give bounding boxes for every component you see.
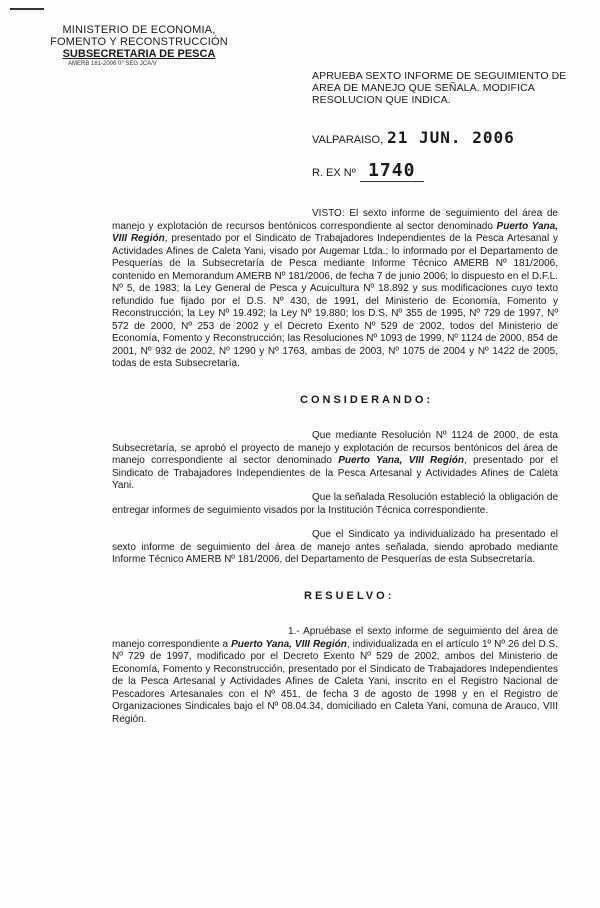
resuelvo-heading: RESUELVO:	[304, 590, 395, 602]
resolution-label: R. EX Nº	[312, 167, 356, 179]
subject-summary: APRUEBA SEXTO INFORME DE SEGUIMIENTO DE AREA DE MANEJO QUE SEÑALA. MODIFICA RESOLUCION QUE INDICA.	[312, 70, 567, 106]
resuelvo-1-lead: 1.- Apruébase el sexto informe de seguimiento del	[288, 626, 519, 637]
resolution-number-value: 1740	[360, 160, 424, 182]
resolution-number	[312, 160, 572, 182]
considerando-1-sector: Puerto Yana, VIII Región	[338, 455, 464, 466]
place-date	[312, 128, 572, 147]
resuelvo-1-text-a: área de manejo correspondiente a	[112, 626, 559, 650]
considerando-heading: CONSIDERANDO:	[300, 394, 434, 406]
resuelvo-1-sector: Puerto Yana, VIII Región	[231, 638, 347, 650]
considerando-paragraph-1	[112, 430, 558, 493]
ministry-line-2: FOMENTO Y RECONSTRUCCIÓN	[50, 36, 228, 48]
corner-mark	[10, 8, 44, 10]
considerando-1-lead: Que mediante Resolución Nº 1124 de 2000, de esta	[312, 430, 558, 441]
visto-text-a: de manejo y explotación de recursos bentónicos correspondiente al sector denominado	[112, 208, 558, 232]
visto-paragraph	[112, 208, 558, 371]
date-stamp: 21 JUN. 2006	[387, 128, 515, 147]
considerando-1-text-a: Subsecretaría, se aprobó el proyecto de manejo y explotación de recursos bentónicos del área de manejo correspondiente al sector denominado	[112, 442, 558, 466]
considerando-paragraph-2	[112, 492, 558, 517]
letterhead	[44, 24, 234, 68]
reference-code: AMERB 181-2006 0° SEG JCA/V	[68, 61, 157, 67]
ministry-line-1: MINISTERIO DE ECONOMIA,	[62, 24, 216, 36]
considerando-paragraph-3	[112, 529, 558, 567]
considerando-3-rest: sexto informe de seguimiento del área de manejo antes señalada, siendo aprobado mediante Informe Técnico AMERB Nº 181/2006, del Departamento de Pesquerías de esta Subsecretaría.	[112, 541, 558, 565]
visto-sector: Puerto Yana, VIII Región	[112, 220, 558, 244]
considerando-2-lead: Que la señalada Resolución estableció la obligación	[312, 492, 544, 503]
considerando-3-lead: Que el Sindicato ya individualizado ha presentado el	[312, 529, 558, 540]
considerando-1-text-b: , presentado por el Sindicato de Trabajadores Independientes de la Pesca Artesanal y Actividades Afines de Caleta Yani.	[112, 455, 559, 491]
resuelvo-paragraph-1	[112, 626, 558, 726]
subsecretaria-title: SUBSECRETARIA DE PESCA	[62, 48, 216, 60]
considerando-2-rest: de entregar informes de seguimiento visados por la Institución Técnica correspondiente.	[112, 492, 559, 516]
place-label: VALPARAISO,	[312, 134, 384, 146]
resuelvo-1-text-b: , individualizada en el artículo 1º Nº 26 del D.S. Nº 729 de 1997, modificado por el Decreto Exento Nº 529 de 2002, ambos del Ministerio de Economía, Fomento y Reconstrucción, presentado por el Sindicato de Trabajadores Independientes de la Pesca Artesanal y Actividades Afines de Caleta Yani, inscrito en el Registro Nacional de Pescadores Artesanales con el Nº 451, de fecha 3 de agosto de 1998 y en el Registro de Organizaciones Sindicales bajo el Nº 08.04.34, domiciliado en Caleta Yani, comuna de Arauco, VIII Región.	[112, 638, 558, 725]
visto-lead: VISTO: El sexto informe de seguimiento del área	[312, 208, 543, 219]
visto-text-b: , presentado por el Sindicato de Trabajadores Independientes de la Pesca Artesanal y Actividades Afines de Caleta Yani, visado por Augemar Ltda.; lo informado por el Departamento de Pesquerías de la Subsecretaría de Pesca mediante Informe Técnico AMERB Nº 181/2006, contenido en Memorandum AMERB Nº 181/2006, de fecha 7 de junio 2006; lo dispuesto en el D.F.L. Nº 5, de 1983; la Ley General de Pesca y Acuicultura Nº 18.892 y sus modificaciones cuyo texto refundido fue fijado por el D.S. Nº 430, de 1991, del Ministerio de Economía, Fomento y Reconstrucción; la Ley Nº 19.492; la Ley Nº 19.880; los D.S. Nº 355 de 1995, Nº 729 de 1997, Nº 572 de 2000, Nº 253 de 2002 y el Decreto Exento Nº 529 de 2002, todos del Ministerio de Economía, Fomento y Reconstrucción; las Resoluciones Nº 1093 de 1999, Nº 1124 de 2000, 854 de 2001, Nº 932 de 2002, Nº 1290 y Nº 1763, ambas de 2003, Nº 1075 de 2004 y Nº 1422 de 2005, todas de esta Subsecretaría.	[112, 233, 559, 369]
